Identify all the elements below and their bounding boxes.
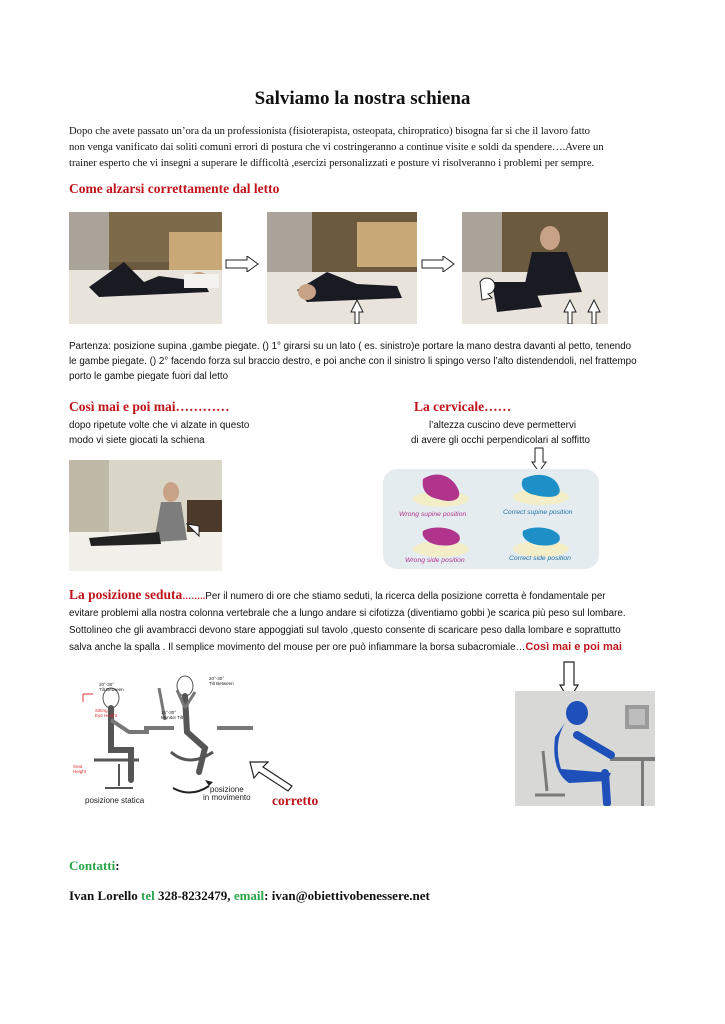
heading-dots: …….. xyxy=(182,591,206,601)
caption-line: le gambe piegate. () 2° facendo forza sul braccio destro, e poi anche con il sinistro li spingo verso l’alto distendendoli, nel frattempo xyxy=(69,356,637,367)
neck-text xyxy=(411,418,681,448)
seat-label: Seat xyxy=(73,764,83,769)
angle-label-value: 20°-30° xyxy=(209,676,225,681)
photo-bed-supine xyxy=(69,212,222,324)
photo-sitting-bed xyxy=(69,460,222,571)
pillow-diagram xyxy=(383,469,599,569)
sitting-line: Per il numero di ore che stiamo seduti, la ricerca della posizione corretta è fondamentale per xyxy=(205,591,606,602)
eye-label: Sitting xyxy=(95,708,108,713)
label-moving xyxy=(203,786,251,802)
label-static: posizione statica xyxy=(85,796,145,805)
sitting-line-last xyxy=(69,639,679,656)
seat-label2: Height xyxy=(73,769,87,774)
sitting-line: evitare problemi alla nostra colonna vertebrale che a lungo andare si cifotizza (diventiamo gobbi )e scarica più peso sul lombare. xyxy=(69,608,626,619)
intro-line: Dopo che avete passato un’ora da un professionista (fisioterapista, osteopata, chiropratico) bisogna far si che il lavoro fatto xyxy=(69,126,590,137)
sitting-line: Sottolineo che gli avambracci devono stare appoggiati sul tavolo ,questo consente di scaricare peso dalla lombare e soprattutto xyxy=(69,625,621,636)
email-link[interactable]: ivan@obiettivobenessere.net xyxy=(271,888,430,903)
correct-label: corretto xyxy=(272,793,319,808)
contact-line xyxy=(69,888,430,904)
label-correct-supine: Correct supine position xyxy=(503,509,573,516)
eye-label2: Eye Height xyxy=(95,713,118,718)
label-wrong-supine: Wrong supine position xyxy=(399,511,467,518)
caption-line: porto le gambe piegate fuori dal letto xyxy=(69,371,229,382)
never-text xyxy=(69,418,309,448)
angle-label-text: Tilt Between xyxy=(99,687,124,692)
label-moving-2: in movimento xyxy=(203,793,251,802)
contacts-heading-text: Contatti xyxy=(69,858,116,873)
angle-label-text: Tilt Between xyxy=(209,681,234,686)
eye-height-label xyxy=(95,708,117,718)
contact-name: Ivan Lorello xyxy=(69,888,138,903)
angle-label xyxy=(209,676,234,686)
section-heading-neck: La cervicale…… xyxy=(414,399,512,414)
angle-label-value: 20°-30° xyxy=(99,682,115,687)
monitor-tilt-label xyxy=(161,710,183,720)
monitor-label2: Monitor Tilt xyxy=(161,715,184,720)
sitting-section xyxy=(69,586,679,656)
page-title: Salviamo la nostra schiena xyxy=(254,88,471,109)
never-label: Così mai e poi mai xyxy=(525,641,622,653)
email-label: email xyxy=(233,888,265,903)
caption-line: Partenza: posizione supina ,gambe piegate. () 1° girarsi su un lato ( es. sinistro)e portare la mano destra davanti al petto, tenendo xyxy=(69,341,632,352)
bed-caption xyxy=(69,339,669,384)
photo-bed-getting-up xyxy=(462,212,608,324)
seat-height-label xyxy=(73,764,86,774)
sitting-paragraph xyxy=(69,586,679,605)
intro-line: trainer esperto che vi insegni a superare le difficoltà ,esercizi personalizzati e posture vi risolveranno i problemi per sempre. xyxy=(69,158,595,169)
monitor-label: 15°-30° xyxy=(161,710,177,715)
contacts-colon: : xyxy=(115,858,120,873)
angle-label xyxy=(99,682,124,692)
intro-paragraph xyxy=(69,124,669,172)
tel-label: tel xyxy=(141,888,155,903)
arrow-right-icon xyxy=(225,256,259,272)
sitting-line: salva anche la spalla . Il semplice movimento del mouse per ore può infiammare la borsa subacromiale… xyxy=(69,642,526,653)
arrow-diagonal-icon xyxy=(246,758,296,794)
label-wrong-side: Wrong side position xyxy=(405,557,465,564)
bad-posture-illustration xyxy=(515,691,655,806)
neck-line: l’altezza cuscino deve permettervi xyxy=(429,420,577,431)
never-line: dopo ripetute volte che vi alzate in questo xyxy=(69,420,250,431)
intro-line: non venga vanificato dai soliti comuni errori di postura che vi costringeranno a continue visite e soldi da spendere….Avere un xyxy=(69,142,604,153)
neck-line: di avere gli occhi perpendicolari al soffitto xyxy=(411,435,590,446)
section-heading-bed: Come alzarsi correttamente dal letto xyxy=(69,181,280,196)
label-correct-side: Correct side position xyxy=(509,555,571,562)
photo-bed-side xyxy=(267,212,417,324)
label-moving-1: posizione xyxy=(209,785,244,794)
never-line: modo vi siete giocati la schiena xyxy=(69,435,205,446)
tel-number[interactable]: 328-8232479, xyxy=(157,888,231,903)
section-heading-sitting: La posizione seduta xyxy=(69,587,183,602)
contacts-heading xyxy=(69,858,120,874)
ergonomic-diagram xyxy=(69,668,259,808)
section-heading-never: Così mai e poi mai………… xyxy=(69,399,230,414)
arrow-right-icon xyxy=(421,256,455,272)
email-colon: : xyxy=(264,888,269,903)
